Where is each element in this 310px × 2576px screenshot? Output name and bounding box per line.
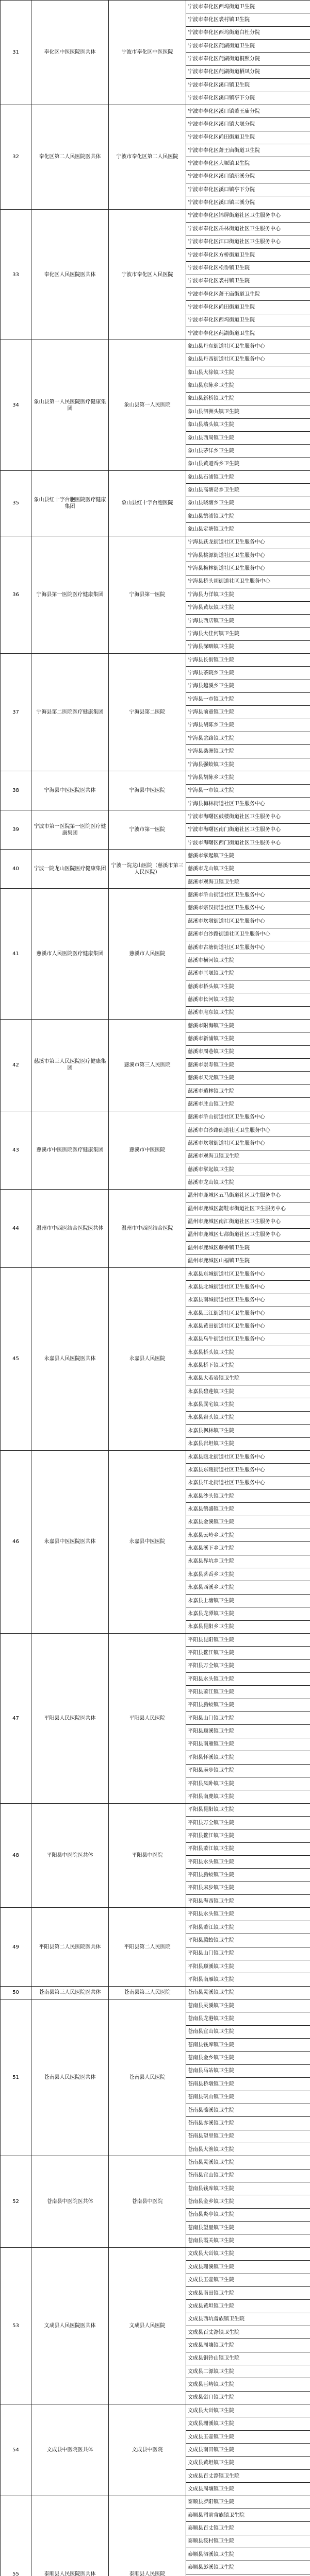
member-unit-name: 永嘉县江北街道社区卫生服务中心 [186,1477,310,1489]
member-unit-name: 宁海县大佳何镇卫生院 [186,628,310,640]
member-unit-name: 永嘉县岩头镇卫生院 [186,1411,310,1424]
member-unit-name: 文成县西坑畲族镇卫生院 [186,2313,310,2326]
member-unit-name: 宁波市奉化区萧王庙街道卫生院 [186,287,310,300]
lead-unit-name: 宁海县第二医院医疗健康集团 [31,653,109,771]
head-hospital-name: 象山县第一人民医院 [109,340,186,471]
member-unit-name: 文成县铜铃山镇卫生院 [186,2352,310,2365]
member-unit-name: 宁海县力洋镇卫生院 [186,588,310,601]
member-unit-name: 永嘉县上塘镇卫生院 [186,1594,310,1607]
member-unit-name: 文成县南田镇卫生院 [186,2444,310,2456]
group-number: 32 [1,105,31,209]
member-unit-name: 宁波市奉化区莼湖街道卫生院 [186,327,310,340]
member-unit-name: 慈溪市白沙路街道社区卫生服务中心 [186,1124,310,1137]
member-unit-name: 慈溪市胜山镇卫生院 [186,1098,310,1111]
member-unit-name: 苍南县桥墩镇卫生院 [186,2078,310,2091]
member-unit-name: 苍南县灵溪镇卫生院 [186,1999,310,2012]
head-hospital-name: 宁波市第一医院 [109,810,186,850]
member-unit-name: 平阳县怀溪镇卫生院 [186,1751,310,1764]
member-unit-name: 泰顺县筱村镇卫生院 [186,2535,310,2548]
group-number: 40 [1,850,31,889]
lead-unit-name: 奉化区第二人民医院医共体 [31,105,109,209]
head-hospital-name: 平阳县中医院 [109,1803,186,1908]
group-number: 47 [1,1633,31,1803]
member-unit-name: 宁波市奉化区江口街道社区卫生服务中心 [186,235,310,248]
member-unit-name: 平阳县腾蛟镇卫生院 [186,1934,310,1947]
member-unit-name: 象山县西周镇卫生院 [186,431,310,444]
group-number: 53 [1,2247,31,2404]
member-unit-name: 苍南县大渔镇卫生院 [186,2143,310,2156]
table-row [1,1999,310,2012]
member-unit-name: 宁波市奉化区莼湖街道桐照分院 [186,53,310,65]
group-number: 49 [1,1908,31,1986]
member-unit-name: 永嘉县东城街道社区卫生服务中心 [186,1267,310,1280]
head-hospital-name: 宁波市奉化区第二人民医院 [109,105,186,209]
member-unit-name: 苍南县望里镇卫生院 [186,2222,310,2234]
member-unit-name: 文成县二源镇卫生院 [186,2365,310,2378]
member-unit-name: 永嘉县龙潭镇卫生院 [186,1607,310,1620]
member-unit-name: 慈溪市坎墩街道社区卫生服务中心 [186,1137,310,1150]
group-number: 45 [1,1267,31,1450]
member-unit-name: 温州市鹿城区南汇街道社区卫生服务中心 [186,1215,310,1228]
member-unit-name: 慈溪市坎墩街道社区卫生服务中心 [186,915,310,928]
member-unit-name: 苍南县金乡镇卫生院 [186,2195,310,2208]
table-row [1,536,310,549]
member-unit-name: 文成县大峃镇卫生院 [186,2404,310,2417]
member-unit-name: 宁海县越溪乡卫生院 [186,680,310,692]
member-unit-name: 文成县周壤镇卫生院 [186,2483,310,2496]
lead-unit-name: 宁波一院龙山医院医疗健康集团 [31,850,109,889]
member-unit-name: 宁海县胡陈乡卫生院 [186,771,310,784]
member-unit-name: 苍南县宜山镇卫生院 [186,2025,310,2038]
member-unit-name: 永嘉县东瓯街道社区卫生服务中心 [186,1464,310,1477]
member-unit-name: 平阳县昆阳镇卫生院 [186,1803,310,1816]
table-row [1,1020,310,1032]
group-number: 39 [1,810,31,850]
member-unit-name: 平阳县萧江镇卫生院 [186,1921,310,1934]
member-unit-name: 慈溪市长河镇卫生院 [186,993,310,1006]
member-unit-name: 平阳县水头镇卫生院 [186,1856,310,1869]
member-unit-name: 泰顺县罗阳镇卫生院 [186,2496,310,2509]
head-hospital-name: 宁波市奉化区人民医院 [109,209,186,340]
member-unit-name: 慈溪市古塘街道社区卫生服务中心 [186,941,310,954]
member-unit-name: 慈溪市崇寿镇卫生院 [186,1059,310,1072]
member-unit-name: 平阳县鳌江镇卫生院 [186,1829,310,1842]
group-number: 37 [1,653,31,771]
group-number: 44 [1,1189,31,1267]
lead-unit-name: 慈溪市第三人民医院医疗健康集团 [31,1020,109,1111]
lead-unit-name: 平阳县人民医院医共体 [31,1633,109,1803]
head-hospital-name: 慈溪市第三人民医院 [109,1020,186,1111]
lead-unit-name: 宁波市第一医院第一医院医疗健康集团 [31,810,109,850]
member-unit-name: 宁波市奉化区裘村镇卫生院 [186,275,310,287]
member-unit-name: 宁海县前童镇卫生院 [186,706,310,719]
group-number: 52 [1,2156,31,2248]
member-unit-name: 宁海县黄坛镇卫生院 [186,601,310,614]
member-unit-name: 宁波市奉化区尚田街道卫生院 [186,131,310,144]
member-unit-name: 宁波市奉化区溪口镇大堰分院 [186,118,310,131]
member-unit-name: 平阳县鳌江镇卫生院 [186,1647,310,1659]
member-unit-name: 苍南县藻溪镇卫生院 [186,2104,310,2116]
member-unit-name: 宁海县桃源街道社区卫生服务中心 [186,549,310,562]
lead-unit-name: 奉化区中医医院医共体 [31,1,109,105]
member-unit-name: 永嘉县茗岙乡卫生院 [186,1568,310,1581]
member-unit-name: 慈溪市新浦镇卫生院 [186,1032,310,1045]
lead-unit-name: 慈溪市中医医院医疗健康集团 [31,1111,109,1189]
table-row [1,1189,310,1202]
member-unit-name: 宁海县桥头胡街道社区卫生服务中心 [186,575,310,588]
member-unit-name: 宁波市奉化区西坞街道卫生院 [186,314,310,327]
member-unit-name: 平阳县麻步镇卫生院 [186,1882,310,1894]
member-unit-name: 文成县巨屿镇卫生院 [186,2378,310,2391]
group-number: 51 [1,1999,31,2156]
head-hospital-name: 平阳县第二人民医院 [109,1908,186,1986]
table-row [1,1986,310,1999]
table-row [1,771,310,784]
member-unit-name: 文成县珊溪镇卫生院 [186,2417,310,2430]
member-unit-name: 温州市鹿城区七都街道社区卫生服务中心 [186,1228,310,1241]
member-unit-name: 宁波市奉化区尚田街道卫生院 [186,301,310,314]
member-unit-name: 慈溪市龙山镇卫生院 [186,1176,310,1189]
table-row [1,1803,310,1816]
member-unit-name: 苍南县马站镇卫生院 [186,2064,310,2077]
member-unit-name: 文成县玉壶镇卫生院 [186,2274,310,2286]
member-unit-name: 宁海县一市镇卫生院 [186,693,310,706]
member-unit-name: 宁波市奉化区方桥街道卫生院 [186,248,310,261]
head-hospital-name: 平阳县人民医院 [109,1633,186,1803]
member-unit-name: 平阳县麻步镇卫生院 [186,1764,310,1777]
member-unit-name: 苍南县赤溪镇卫生院 [186,2117,310,2130]
member-unit-name: 文成县峃口镇卫生院 [186,2391,310,2404]
group-number: 35 [1,470,31,536]
member-unit-name: 平阳县凤卧镇卫生院 [186,1777,310,1790]
member-unit-name: 慈溪市掌起镇卫生院 [186,1163,310,1176]
lead-unit-name: 温州市中西医结合医院医共体 [31,1189,109,1267]
member-unit-name: 温州市鹿城区藤桥镇卫生院 [186,1242,310,1255]
table-row [1,850,310,862]
head-hospital-name: 永嘉县人民医院 [109,1267,186,1450]
member-unit-name: 文成县周壤镇卫生院 [186,2339,310,2352]
table-row [1,1,310,13]
member-unit-name: 永嘉县沙头镇卫生院 [186,1489,310,1502]
member-unit-name: 象山县晓塘乡卫生院 [186,497,310,510]
table-row [1,209,310,222]
member-unit-name: 宁海县跃龙街道社区卫生服务中心 [186,536,310,549]
group-number: 36 [1,536,31,653]
group-number: 48 [1,1803,31,1908]
member-unit-name: 宁波市奉化区溪口镇班溪分院 [186,170,310,183]
member-unit-name: 泰顺县司前畲族镇卫生院 [186,2509,310,2522]
member-unit-name: 永嘉县三江街道社区卫生服务中心 [186,1307,310,1319]
member-unit-name: 慈溪市宗汉街道社区卫生服务中心 [186,902,310,914]
group-number: 42 [1,1020,31,1111]
member-unit-name: 象山县墙头镇卫生院 [186,418,310,431]
table-row [1,1267,310,1280]
member-unit-name: 平阳县海西镇卫生院 [186,1895,310,1908]
member-unit-name: 苍南县霞关镇卫生院 [186,2234,310,2247]
lead-unit-name: 平阳县中医院医共体 [31,1803,109,1908]
member-unit-name: 宁海县长街镇卫生院 [186,653,310,666]
group-number: 46 [1,1450,31,1633]
head-hospital-name: 宁海县第二医院 [109,653,186,771]
member-unit-name: 苍南县矾山镇卫生院 [186,2091,310,2104]
member-unit-name: 象山县泗洲头镇卫生院 [186,405,310,418]
group-number: 31 [1,1,31,105]
member-unit-name: 慈溪市掌起镇卫生院 [186,850,310,862]
member-unit-name: 永嘉县桥头镇卫生院 [186,1346,310,1359]
member-unit-name: 永嘉县桥下镇卫生院 [186,1359,310,1372]
member-unit-name: 平阳县水头镇卫生院 [186,1908,310,1921]
member-unit-name: 宁海县梅林街道社区卫生服务中心 [186,562,310,575]
head-hospital-name: 宁波一院龙山医院（慈溪市第三人民医院） [109,850,186,889]
member-unit-name: 温州市鹿城区五马街道社区卫生服务中心 [186,1189,310,1202]
table-row [1,810,310,823]
group-number: 54 [1,2404,31,2496]
member-unit-name: 平阳县水头镇卫生院 [186,1673,310,1686]
group-number: 38 [1,771,31,810]
member-unit-name: 宁波市奉化区裘村镇卫生院 [186,13,310,26]
member-unit-name: 平阳县万全镇卫生院 [186,1816,310,1829]
member-unit-name: 苍南县宜山镇卫生院 [186,2169,310,2182]
table-row [1,889,310,902]
table-row [1,105,310,117]
group-number: 43 [1,1111,31,1189]
member-unit-name: 平阳县昆阳镇卫生院 [186,1633,310,1646]
head-hospital-name: 苍南县人民医院 [109,1999,186,2156]
table-row [1,2247,310,2260]
member-unit-name: 象山县黄避岙乡卫生院 [186,457,310,470]
member-unit-name: 宁波市奉化区溪口镇萧王庙分院 [186,105,310,117]
lead-unit-name: 象山县红十字台胞医院医疗健康集团 [31,470,109,536]
member-unit-name: 温州市鹿城区蒲鞋市街道社区卫生服务中心 [186,1202,310,1215]
head-hospital-name: 慈溪市人民医院 [109,889,186,1020]
member-unit-name: 宁海县桑洲镇卫生院 [186,745,310,758]
member-unit-name: 文成县黄坦镇卫生院 [186,2300,310,2313]
member-unit-name: 永嘉县北城街道社区卫生服务中心 [186,1281,310,1294]
member-unit-name: 慈溪市附海镇卫生院 [186,1020,310,1032]
table-row [1,1450,310,1463]
member-unit-name: 宁波市奉化区松岙镇卫生院 [186,262,310,275]
member-unit-name: 苍南县金乡镇卫生院 [186,2052,310,2064]
member-unit-name: 苍南县龙港镇卫生院 [186,2012,310,2025]
lead-unit-name: 宁海县第一医院医疗健康集团 [31,536,109,653]
lead-unit-name: 文成县人民医院医共体 [31,2247,109,2404]
member-unit-name: 平阳县萧江镇卫生院 [186,1686,310,1699]
lead-unit-name: 苍南县第三人民医院医共体 [31,1986,109,1999]
member-unit-name: 宁海县茶院乡卫生院 [186,667,310,680]
member-unit-name: 文成县珊溪镇卫生院 [186,2261,310,2274]
member-unit-name: 宁波市奉化区大堰镇卫生院 [186,157,310,170]
head-hospital-name: 永嘉县中医医院 [109,1450,186,1633]
member-unit-name: 象山县鹤浦镇卫生院 [186,510,310,523]
member-unit-name: 慈溪市浒山街道社区卫生服务中心 [186,889,310,902]
member-unit-name: 慈溪市庵东镇卫生院 [186,1006,310,1019]
member-unit-name: 永嘉县金溪镇卫生院 [186,1516,310,1529]
table-row [1,1111,310,1124]
member-unit-name: 文成县大峃镇卫生院 [186,2247,310,2260]
member-unit-name: 象山县丹东街道社区卫生服务中心 [186,340,310,353]
member-unit-name: 平阳县山门镇卫生院 [186,1947,310,1960]
lead-unit-name: 奉化区人民医院医共体 [31,209,109,340]
lead-unit-name: 泰顺县人民医院医共体 [31,2496,109,2576]
member-unit-name: 文成县百丈漈镇卫生院 [186,2469,310,2482]
member-unit-name: 宁波市奉化区莼湖街道栖凤分院 [186,65,310,78]
table-body [1,1,310,2576]
head-hospital-name: 文成县中医院 [109,2404,186,2496]
member-unit-name: 宁波市奉化区溪口镇亭下分院 [186,183,310,196]
member-unit-name: 苍南县钱库镇卫生院 [186,2039,310,2052]
table-row [1,1908,310,1921]
member-unit-name: 慈溪市观海卫镇卫生院 [186,876,310,889]
head-hospital-name: 苍南县第三人民医院 [109,1986,186,1999]
member-unit-name: 象山县定塘镇卫生院 [186,523,310,536]
member-unit-name: 平阳县腾蛟镇卫生院 [186,1869,310,1882]
lead-unit-name: 慈溪市人民医院医疗健康集团 [31,889,109,1020]
group-number: 33 [1,209,31,340]
member-unit-name: 慈溪市白沙路街道社区卫生服务中心 [186,928,310,941]
member-unit-name: 文成县百丈漈镇卫生院 [186,2326,310,2338]
member-unit-name: 永嘉县碧莲镇卫生院 [186,1385,310,1398]
member-unit-name: 慈溪市龙山镇卫生院 [186,862,310,875]
member-unit-name: 永嘉县乌牛街道社区卫生服务中心 [186,1333,310,1346]
member-unit-name: 象山县大徐镇卫生院 [186,366,310,379]
lead-unit-name: 宁海县中医医院医共体 [31,771,109,810]
member-unit-name: 永嘉县昆阳乡卫生院 [186,1620,310,1633]
member-unit-name: 象山县茅洋乡卫生院 [186,445,310,457]
member-unit-name: 宁波市奉化区溪口镇亭下分院 [186,92,310,105]
member-unit-name: 宁海县西店镇卫生院 [186,614,310,627]
member-unit-name: 平阳县萧江镇卫生院 [186,1842,310,1855]
group-number: 34 [1,340,31,471]
member-unit-name: 平阳县万全镇卫生院 [186,1659,310,1672]
lead-unit-name: 苍南县人民医院医共体 [31,1999,109,2156]
member-unit-name: 慈溪市浒山街道社区卫生服务中心 [186,1111,310,1124]
member-unit-name: 苍南县望里镇卫生院 [186,2130,310,2143]
member-unit-name: 苍南县灵溪镇卫生院 [186,1986,310,1999]
member-unit-name: 慈溪市观海卫镇卫生院 [186,1150,310,1163]
member-unit-name: 泰顺县彭溪镇卫生院 [186,2561,310,2574]
member-unit-name: 文成县玉壶镇卫生院 [186,2430,310,2443]
member-unit-name: 宁波市海曙区西门街道社区卫生服务中心 [186,837,310,850]
table-row [1,470,310,483]
member-unit-name: 平阳县南雁镇卫生院 [186,1738,310,1751]
member-unit-name: 永嘉县大若岩镇卫生院 [186,1372,310,1385]
lead-unit-name: 永嘉县中医医院医共体 [31,1450,109,1633]
table-row [1,340,310,353]
lead-unit-name: 平阳县第二人民医院医共体 [31,1908,109,1986]
head-hospital-name: 宁波市奉化区中医医院 [109,1,186,105]
head-hospital-name: 泰顺县人民医院 [109,2496,186,2576]
member-unit-name: 宁波市海曙区鼓楼街道社区卫生服务中心 [186,810,310,823]
member-unit-name: 宁海县梅林街道社区卫生服务中心 [186,797,310,810]
member-unit-name: 象山县石浦镇卫生院 [186,470,310,483]
member-unit-name: 泰顺县泗溪镇卫生院 [186,2548,310,2561]
group-number: 41 [1,889,31,1020]
member-unit-name: 永嘉县枫林镇卫生院 [186,1425,310,1437]
member-unit-name: 象山县高塘岛乡卫生院 [186,484,310,497]
lead-unit-name: 永嘉县人民医院医共体 [31,1267,109,1450]
member-unit-name: 象山县丹西街道社区卫生服务中心 [186,353,310,366]
head-hospital-name: 慈溪市中医医院 [109,1111,186,1189]
lead-unit-name: 象山县第一人民医院医疗健康集团 [31,340,109,471]
member-unit-name: 慈溪市横河镇卫生院 [186,954,310,967]
member-unit-name: 象山县新桥镇卫生院 [186,392,310,405]
member-unit-name: 宁波市海曙区南门街道社区卫生服务中心 [186,823,310,836]
table-row [1,2404,310,2417]
table-row [1,2496,310,2509]
member-unit-name: 宁波市奉化区莼湖街道卫生院 [186,40,310,53]
member-unit-name: 永嘉县瓯北街道社区卫生服务中心 [186,1450,310,1463]
member-unit-name: 宁波市奉化区锦屏街道社区卫生服务中心 [186,209,310,222]
member-unit-name: 宁海县强蛟镇卫生院 [186,758,310,771]
head-hospital-name: 象山县红十字台胞医院 [109,470,186,536]
member-unit-name: 苍南县灵溪镇卫生院 [186,2156,310,2169]
member-unit-name: 苍南县炎亭镇卫生院 [186,2208,310,2221]
member-unit-name: 永嘉县云岭乡卫生院 [186,1529,310,1542]
lead-unit-name: 文成县中医院医共体 [31,2404,109,2496]
member-unit-name: 宁波市奉化区溪口镇卫生院 [186,79,310,92]
member-unit-name: 宁海县胡陈乡卫生院 [186,719,310,732]
member-unit-name: 宁波市奉化区西坞街道卫生院 [186,1,310,13]
member-unit-name: 苍南县钱库镇卫生院 [186,2182,310,2195]
member-unit-name: 温州市鹿城区山福镇卫生院 [186,1255,310,1267]
member-unit-name: 宁波市奉化区萧王庙街道卫生院 [186,144,310,157]
member-unit-name: 慈溪市匡堰镇卫生院 [186,967,310,980]
member-unit-name: 宁海县岔路镇卫生院 [186,732,310,745]
member-unit-name: 平阳县顺溪镇卫生院 [186,1725,310,1738]
member-unit-name: 宁海县一市镇卫生院 [186,784,310,797]
member-unit-name: 慈溪市天元镇卫生院 [186,1072,310,1084]
member-unit-name: 永嘉县巽宅镇卫生院 [186,1398,310,1411]
member-unit-name: 平阳县南麂镇卫生院 [186,1790,310,1803]
head-hospital-name: 苍南县中医院 [109,2156,186,2248]
member-unit-name: 永嘉县西溪乡卫生院 [186,1581,310,1594]
group-number: 50 [1,1986,31,1999]
member-unit-name: 宁波市奉化区溪口镇三溪分院 [186,196,310,209]
table-row [1,653,310,666]
member-unit-name: 文成县南田镇卫生院 [186,2286,310,2299]
member-unit-name: 平阳县南雁镇卫生院 [186,1973,310,1986]
group-number: 55 [1,2496,31,2576]
head-hospital-name: 宁海县中医医院 [109,771,186,810]
member-unit-name: 宁波市奉化区岳林街道社区卫生服务中心 [186,223,310,235]
member-unit-name: 平阳县腾蛟镇卫生院 [186,1699,310,1711]
member-unit-name: 平阳县山门镇卫生院 [186,1712,310,1725]
member-unit-name: 永嘉县溪下乡卫生院 [186,1542,310,1555]
member-unit-name: 永嘉县界坑乡卫生院 [186,1555,310,1568]
member-unit-name: 永嘉县鹤盛镇卫生院 [186,1503,310,1516]
member-unit-name: 慈溪市桥头镇卫生院 [186,980,310,993]
member-unit-name: 宁海县深甽镇卫生院 [186,640,310,653]
member-unit-name: 永嘉县南城街道社区卫生服务中心 [186,1294,310,1307]
member-unit-name: 泰顺县百丈镇卫生院 [186,2522,310,2535]
head-hospital-name: 文成县人民医院 [109,2247,186,2404]
member-unit-name: 宁波市奉化区西坞街道白杜分院 [186,26,310,39]
member-unit-name: 平阳县顺溪镇卫生院 [186,1960,310,1973]
head-hospital-name: 宁海县第一医院 [109,536,186,653]
table-row [1,1633,310,1646]
member-unit-name: 永嘉县黄田街道社区卫生服务中心 [186,1320,310,1333]
member-unit-name: 慈溪市周巷镇卫生院 [186,1045,310,1058]
member-unit-name: 永嘉县岩坦镇卫生院 [186,1437,310,1450]
lead-unit-name: 苍南县中医院医共体 [31,2156,109,2248]
head-hospital-name: 温州市中西医结合医院 [109,1189,186,1267]
member-unit-name [186,2574,310,2576]
member-unit-name: 文成县黄坦镇卫生院 [186,2456,310,2469]
member-unit-name: 慈溪市逍林镇卫生院 [186,1084,310,1097]
member-unit-name: 象山县东陈乡卫生院 [186,379,310,392]
table-row [1,2156,310,2169]
